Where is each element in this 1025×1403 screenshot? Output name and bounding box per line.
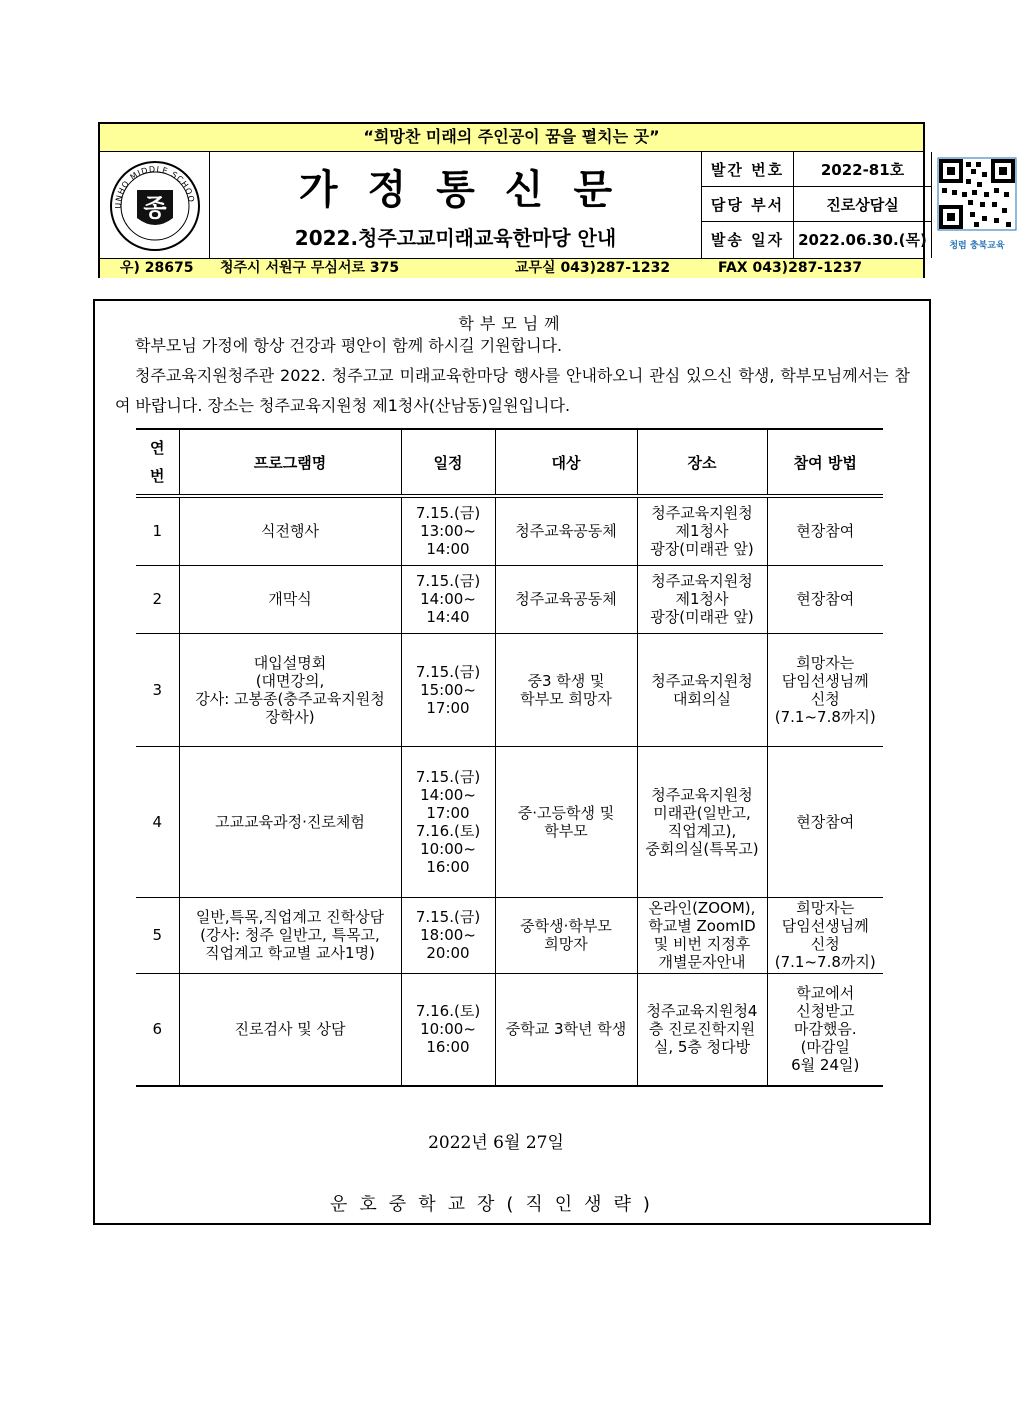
cell-program: 진로검사 및 상담 [179,973,401,1086]
table-row [136,973,883,1086]
table-row [136,565,883,633]
cell-schedule: 7.15.(금) 14:00~ 14:40 [401,565,495,633]
table-row [136,496,883,565]
col-header-program: 프로그램명 [179,429,401,496]
cell-target: 중·고등학생 및 학부모 [495,746,637,897]
cell-program: 고교교육과정·진로체험 [179,746,401,897]
col-header-schedule: 일정 [401,429,495,496]
qr-code-area [932,152,1025,258]
col-header-method: 참여 방법 [767,429,883,496]
cell-place: 청주교육지원청4 층 진로진학지원 실, 5층 청다방 [637,973,767,1086]
cell-place: 청주교육지원청 제1청사 광장(미래관 앞) [637,565,767,633]
cell-method: 현장참여 [767,565,883,633]
contact-bar [100,258,923,278]
cell-method: 희망자는 담임선생님께 신청 (7.1~7.8까지) [767,897,883,973]
cell-place: 청주교육지원청 미래관(일반고, 직업계고), 중회의실(특목고) [637,746,767,897]
school-logo [100,152,210,258]
letter-header [98,122,1005,278]
phone-number: 교무실 043)287-1232 [515,260,671,276]
cell-target: 중학생·학부모 희망자 [495,897,637,973]
title-area [210,152,702,258]
intro-paragraph: 학부모님 가정에 항상 건강과 평안이 함께 하시길 기원합니다. [135,336,563,355]
slogan: “희망찬 미래의 주인공이 꿈을 펼치는 곳” [100,124,923,152]
cell-method: 현장참여 [767,746,883,897]
cell-no: 3 [136,633,179,746]
col-header-no: 연번 [136,429,179,496]
issue-number-value: 2022-81호 [820,161,905,179]
event-paragraph: 청주교육지원청주관 2022. 청주고교 미래교육한마당 행사를 안내하오니 관심 있으신 학생, 학부모님께서는 참여 바랍니다. 장소는 청주교육지원청 제1청사(산남동)일원입니다. [115,366,910,415]
street-address: 청주시 서원구 무심서로 375 [220,260,400,276]
issue-number-label: 발간 번호 [710,161,785,179]
table-row [136,746,883,897]
department-label: 담당 부서 [710,196,785,214]
col-header-target: 대상 [495,429,637,496]
signature: 운호중학교장(직인생략) [330,1194,662,1215]
postal-code: 우) 28675 [120,260,194,276]
cell-method: 학교에서 신청받고 마감했음. (마감일 6월 24일) [767,973,883,1086]
svg-text:종: 종 [143,194,167,222]
cell-target: 중3 학생 및 학부모 희망자 [495,633,637,746]
cell-no: 4 [136,746,179,897]
qr-code-icon [932,152,1022,258]
department-value: 진로상담실 [826,196,899,214]
cell-target: 청주교육공동체 [495,496,637,565]
cell-no: 5 [136,897,179,973]
cell-program: 식전행사 [179,496,401,565]
page-subtitle: 2022.청주고교미래교육한마당 안내 [294,226,617,250]
cell-program: 개막식 [179,565,401,633]
greeting: 학부모님께 [458,314,566,333]
cell-method: 희망자는 담임선생님께 신청 (7.1~7.8까지) [767,633,883,746]
send-date-value: 2022.06.30.(목) [798,231,927,249]
cell-target: 중학교 3학년 학생 [495,973,637,1086]
cell-program: 일반,특목,직업계고 진학상담 (강사: 청주 일반고, 특목고, 직업계고 학교별 교사1명) [179,897,401,973]
cell-place: 청주교육지원청 제1청사 광장(미래관 앞) [637,496,767,565]
svg-text:UNHO MIDDLE SCHOOL: UNHO MIDDLE SCHOO [113,164,196,209]
cell-place: 온라인(ZOOM), 학교별 ZoomID 및 비번 지정후 개별문자안내 [637,897,767,973]
cell-method: 현장참여 [767,496,883,565]
page-title: 가정통신문 [298,166,643,213]
cell-schedule: 7.15.(금) 15:00~ 17:00 [401,633,495,746]
cell-place: 청주교육지원청 대회의실 [637,633,767,746]
table-row [136,633,883,746]
schedule-body [136,496,883,1086]
cell-no: 1 [136,496,179,565]
cell-no: 2 [136,565,179,633]
schedule-table [136,428,883,1087]
cell-schedule: 7.15.(금) 13:00~ 14:00 [401,496,495,565]
table-header-row [136,429,883,496]
svg-text:청렴 충북교육: 청렴 충북교육 [949,241,1005,251]
cell-program: 대입설명회 (대면강의, 강사: 고봉종(충주교육지원청 장학사) [179,633,401,746]
cell-no: 6 [136,973,179,1086]
header-main-row [100,152,1005,258]
issue-info-table [702,152,927,258]
cell-target: 청주교육공동체 [495,565,637,633]
department-row [702,187,932,222]
table-row [136,897,883,973]
col-header-place: 장소 [637,429,767,496]
cell-schedule: 7.16.(토) 10:00~ 16:00 [401,973,495,1086]
cell-schedule: 7.15.(금) 14:00~ 17:00 7.16.(토) 10:00~ 16:00 [401,746,495,897]
issue-number-row [702,152,932,187]
send-date-label: 발송 일자 [710,231,785,249]
school-emblem-icon [100,152,210,258]
send-date-row [702,222,932,258]
cell-schedule: 7.15.(금) 18:00~ 20:00 [401,897,495,973]
fax-number: FAX 043)287-1237 [718,260,863,276]
letter-date: 2022년 6월 27일 [428,1133,564,1153]
